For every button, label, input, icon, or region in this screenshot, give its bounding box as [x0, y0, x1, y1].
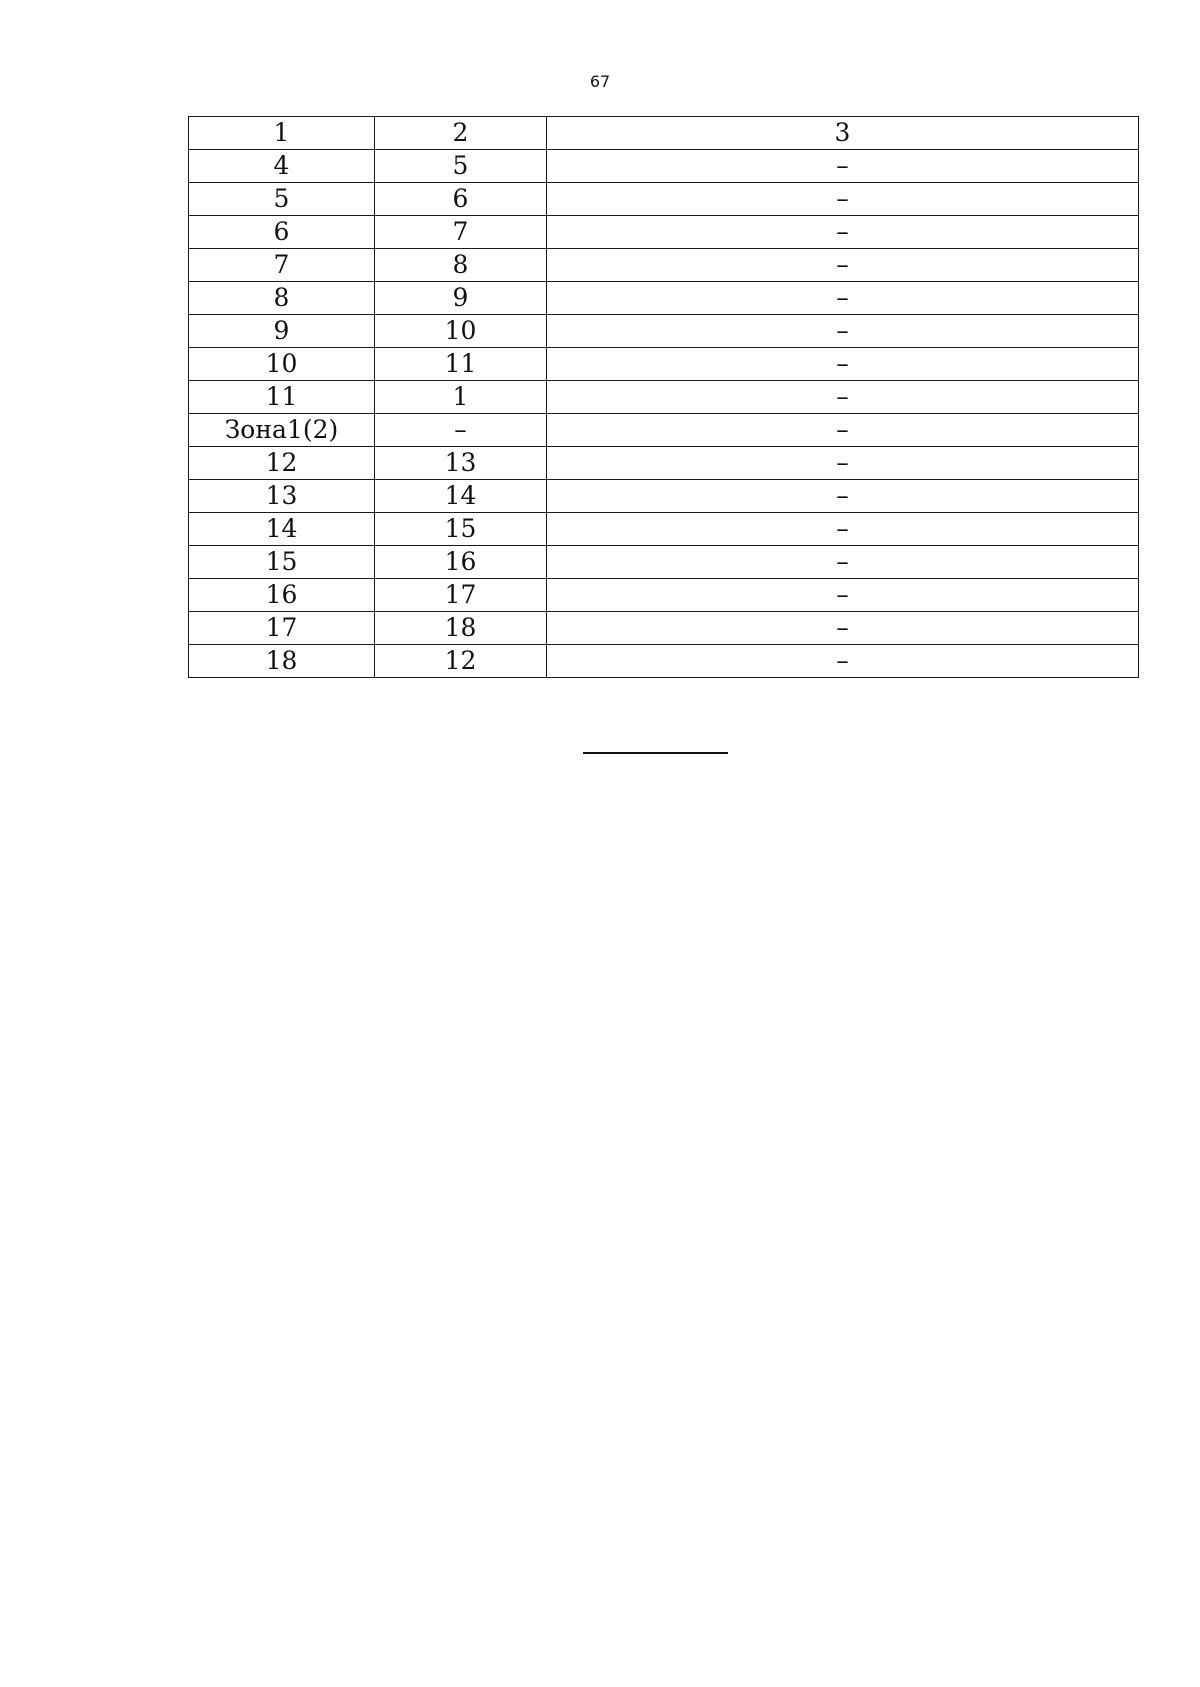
table-cell: 6 — [375, 183, 547, 216]
table-cell: 16 — [375, 546, 547, 579]
table-cell: 3 — [547, 117, 1139, 150]
table-row — [189, 480, 1139, 513]
table-cell: 18 — [189, 645, 375, 678]
table-cell: 14 — [189, 513, 375, 546]
table-cell: – — [547, 480, 1139, 513]
table-cell: 12 — [189, 447, 375, 480]
table-cell: 9 — [375, 282, 547, 315]
table-row — [189, 579, 1139, 612]
table-row — [189, 348, 1139, 381]
data-table — [188, 116, 1139, 678]
table-cell: 15 — [189, 546, 375, 579]
table-cell: 13 — [189, 480, 375, 513]
table-cell: 12 — [375, 645, 547, 678]
table-cell: 17 — [189, 612, 375, 645]
table-body — [189, 117, 1139, 678]
table-cell: 7 — [375, 216, 547, 249]
table-row — [189, 117, 1139, 150]
table-row — [189, 282, 1139, 315]
table-row — [189, 546, 1139, 579]
table-cell: – — [547, 150, 1139, 183]
table-cell: 10 — [189, 348, 375, 381]
table-cell: – — [547, 414, 1139, 447]
table-cell: – — [547, 348, 1139, 381]
table-cell: – — [547, 546, 1139, 579]
table-cell: – — [375, 414, 547, 447]
table-cell: – — [547, 183, 1139, 216]
table-cell: 11 — [189, 381, 375, 414]
table-cell: 18 — [375, 612, 547, 645]
table-row — [189, 216, 1139, 249]
table-cell: 4 — [189, 150, 375, 183]
end-divider — [583, 752, 728, 754]
table-cell: – — [547, 612, 1139, 645]
table-cell: – — [547, 216, 1139, 249]
table-cell: – — [547, 315, 1139, 348]
table-cell: 5 — [375, 150, 547, 183]
table-cell: 14 — [375, 480, 547, 513]
table-cell: 13 — [375, 447, 547, 480]
table-row — [189, 381, 1139, 414]
table-cell: – — [547, 282, 1139, 315]
table-cell: 11 — [375, 348, 547, 381]
table-cell: 8 — [189, 282, 375, 315]
table-cell: 2 — [375, 117, 547, 150]
table-cell: – — [547, 645, 1139, 678]
table-cell: 5 — [189, 183, 375, 216]
table-cell: – — [547, 381, 1139, 414]
table-row — [189, 447, 1139, 480]
table-cell: – — [547, 249, 1139, 282]
table-cell: 9 — [189, 315, 375, 348]
table-row — [189, 414, 1139, 447]
table-row — [189, 612, 1139, 645]
table-row — [189, 645, 1139, 678]
table-cell: 17 — [375, 579, 547, 612]
table-row — [189, 249, 1139, 282]
table-cell: 1 — [375, 381, 547, 414]
table-cell: 8 — [375, 249, 547, 282]
table-row — [189, 183, 1139, 216]
table-cell: 7 — [189, 249, 375, 282]
table-cell: – — [547, 579, 1139, 612]
table-cell: 1 — [189, 117, 375, 150]
table-cell: 15 — [375, 513, 547, 546]
table-cell: Зона1(2) — [189, 414, 375, 447]
table-cell: 16 — [189, 579, 375, 612]
table-cell: – — [547, 447, 1139, 480]
page-number: 67 — [589, 72, 611, 91]
table-cell: 10 — [375, 315, 547, 348]
table-row — [189, 315, 1139, 348]
table-cell: 6 — [189, 216, 375, 249]
table-row — [189, 513, 1139, 546]
table-row — [189, 150, 1139, 183]
table-cell: – — [547, 513, 1139, 546]
